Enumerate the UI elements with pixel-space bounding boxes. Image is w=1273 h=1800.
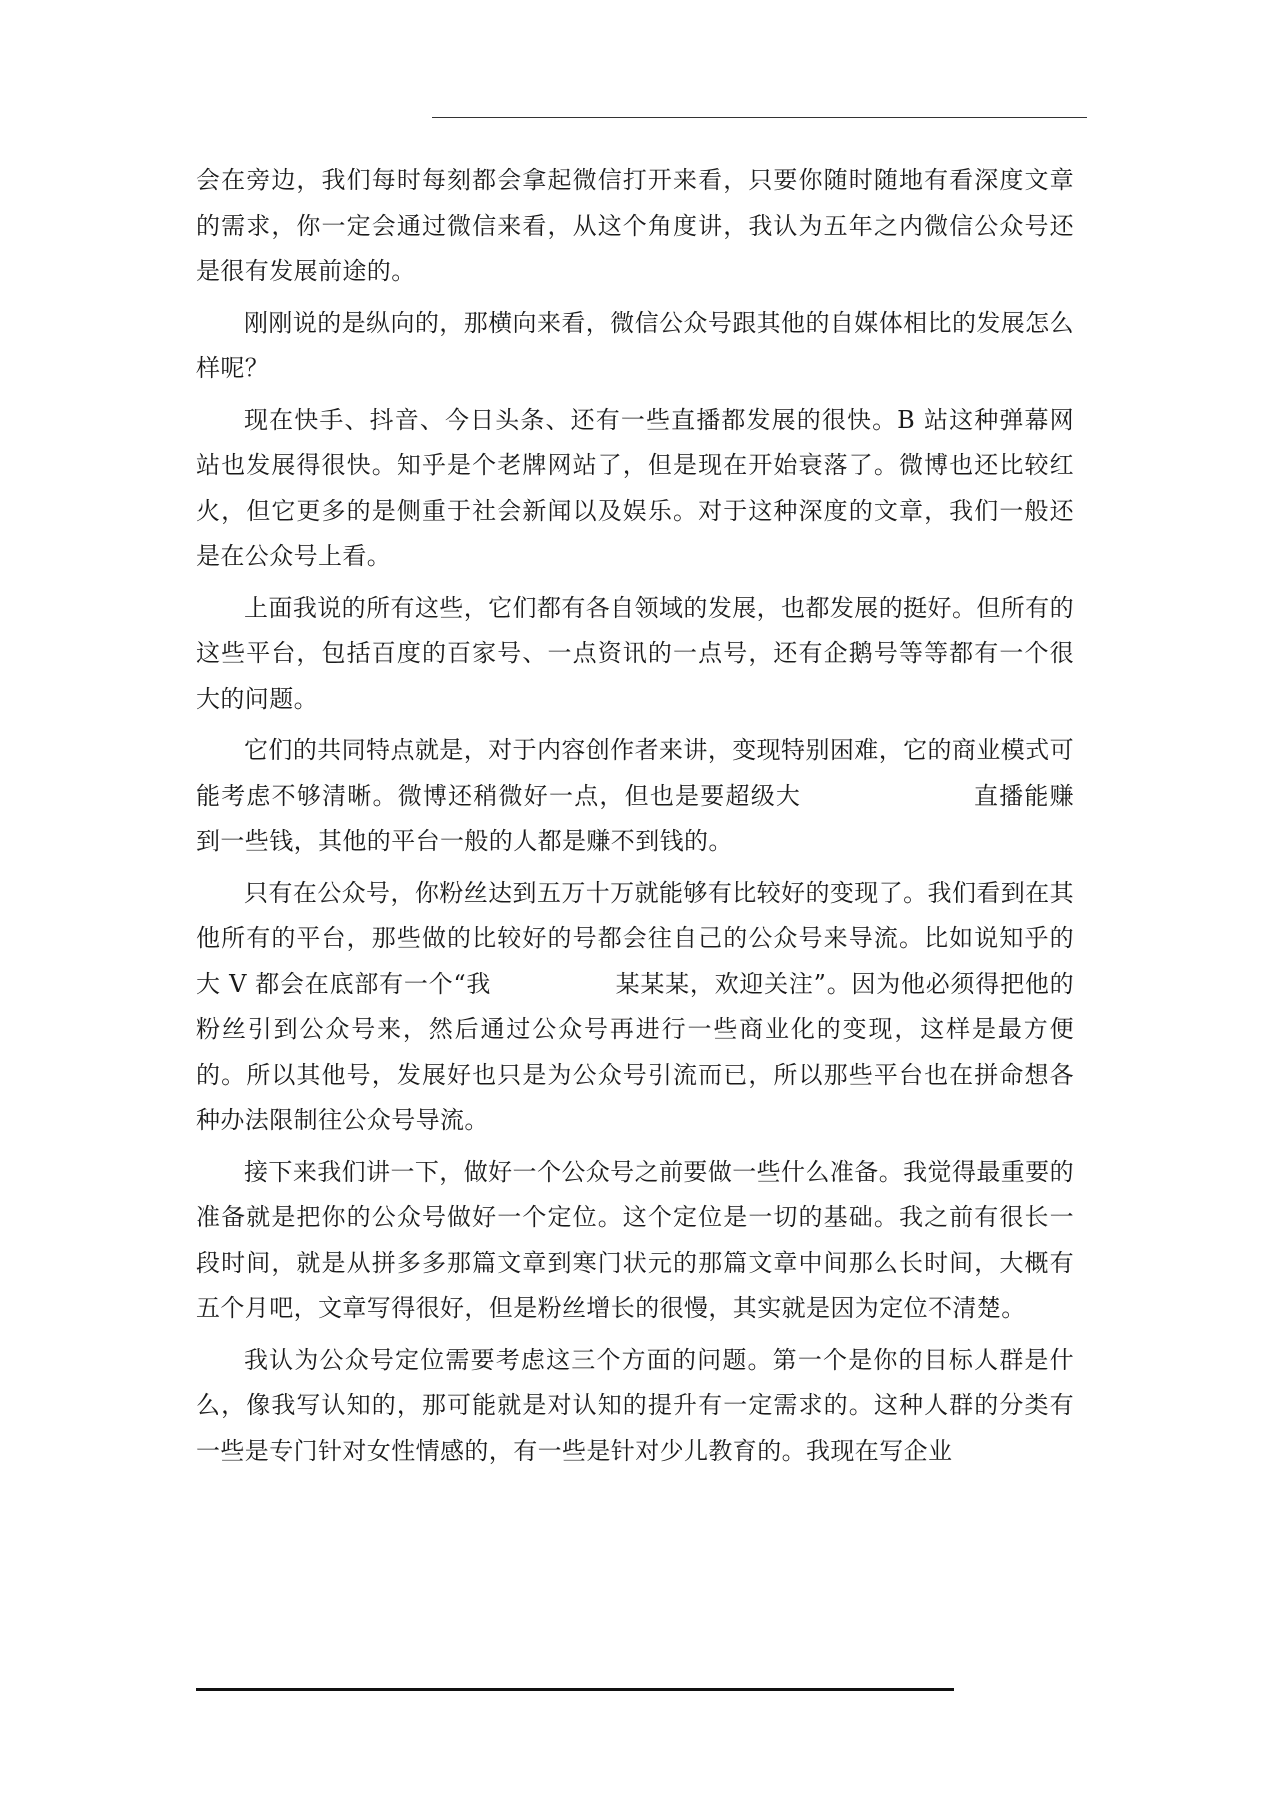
footer-rule — [196, 1688, 954, 1691]
paragraph: 现在快手、抖音、今日头条、还有一些直播都发展的很快。B 站这种弹幕网站也发展得很快。知乎是个老牌网站了，但是现在开始衰落了。微博也还比较红火，但它更多的是侧重于社会新闻以及娱乐。对于这种深度的文章，我们一般还是在公众号上看。 — [196, 405, 1074, 570]
paragraph: 接下来我们讲一下，做好一个公众号之前要做一些什么准备。我觉得最重要的准备就是把你的公众号做好一个定位。这个定位是一切的基础。我之前有很长一段时间，就是从拼多多那篇文章到寒门状元的那篇文章中间那么长时间，大概有五个月吧，文章写得很好，但是粉丝增长的很慢，其实就是因为定位不清楚。 — [196, 1157, 1074, 1322]
paragraph: 上面我说的所有这些，它们都有各自领域的发展，也都发展的挺好。但所有的这些平台，包括百度的百家号、一点资讯的一点号，还有企鹅号等等都有一个很大的问题。 — [196, 593, 1074, 713]
paragraph-text-after-gap: 某某某，欢迎关注”。因为他必须得把他的粉丝引到公众号来，然后通过公众号再进行一些商业化的变现，这样是最方便的。所以其他号，发展好也只是为公众号引流而已，所以那些平台也在拼命想各种办法限制往公众号导流。 — [196, 969, 1074, 1134]
paragraph: 我认为公众号定位需要考虑这三个方面的问题。第一个是你的目标人群是什么，像我写认知的，那可能就是对认知的提升有一定需求的。这种人群的分类有一些是专门针对女性情感的，有一些是针对少儿教育的。我现在写企业 — [196, 1345, 1074, 1465]
header-rule — [432, 117, 1087, 118]
paragraph — [196, 871, 1074, 1144]
paragraph — [196, 728, 1074, 865]
paragraph-text-after-gap: 直播能赚到一些钱，其他的平台一般的人都是赚不到钱的。 — [196, 781, 1074, 855]
paragraph-text-before-gap: 它们的共同特点就是，对于内容创作者来讲，变现特别困难，它的商业模式可能考虑不够清晰。微博还稍微好一点，但也是要超级大 — [196, 736, 1074, 810]
paragraph-text-before-gap: 只有在公众号，你粉丝达到五万十万就能够有比较好的变现了。我们看到在其他所有的平台，那些做的比较好的号都会往自己的公众号来导流。比如说知乎的大 V 都会在底部有一个“我 — [196, 878, 1074, 998]
body-text — [196, 158, 1074, 1480]
paragraph: 刚刚说的是纵向的，那横向来看，微信公众号跟其他的自媒体相比的发展怎么样呢？ — [196, 308, 1074, 382]
paragraph: 会在旁边，我们每时每刻都会拿起微信打开来看，只要你随时随地有看深度文章的需求，你一定会通过微信来看，从这个角度讲，我认为五年之内微信公众号还是很有发展前途的。 — [196, 166, 1074, 285]
